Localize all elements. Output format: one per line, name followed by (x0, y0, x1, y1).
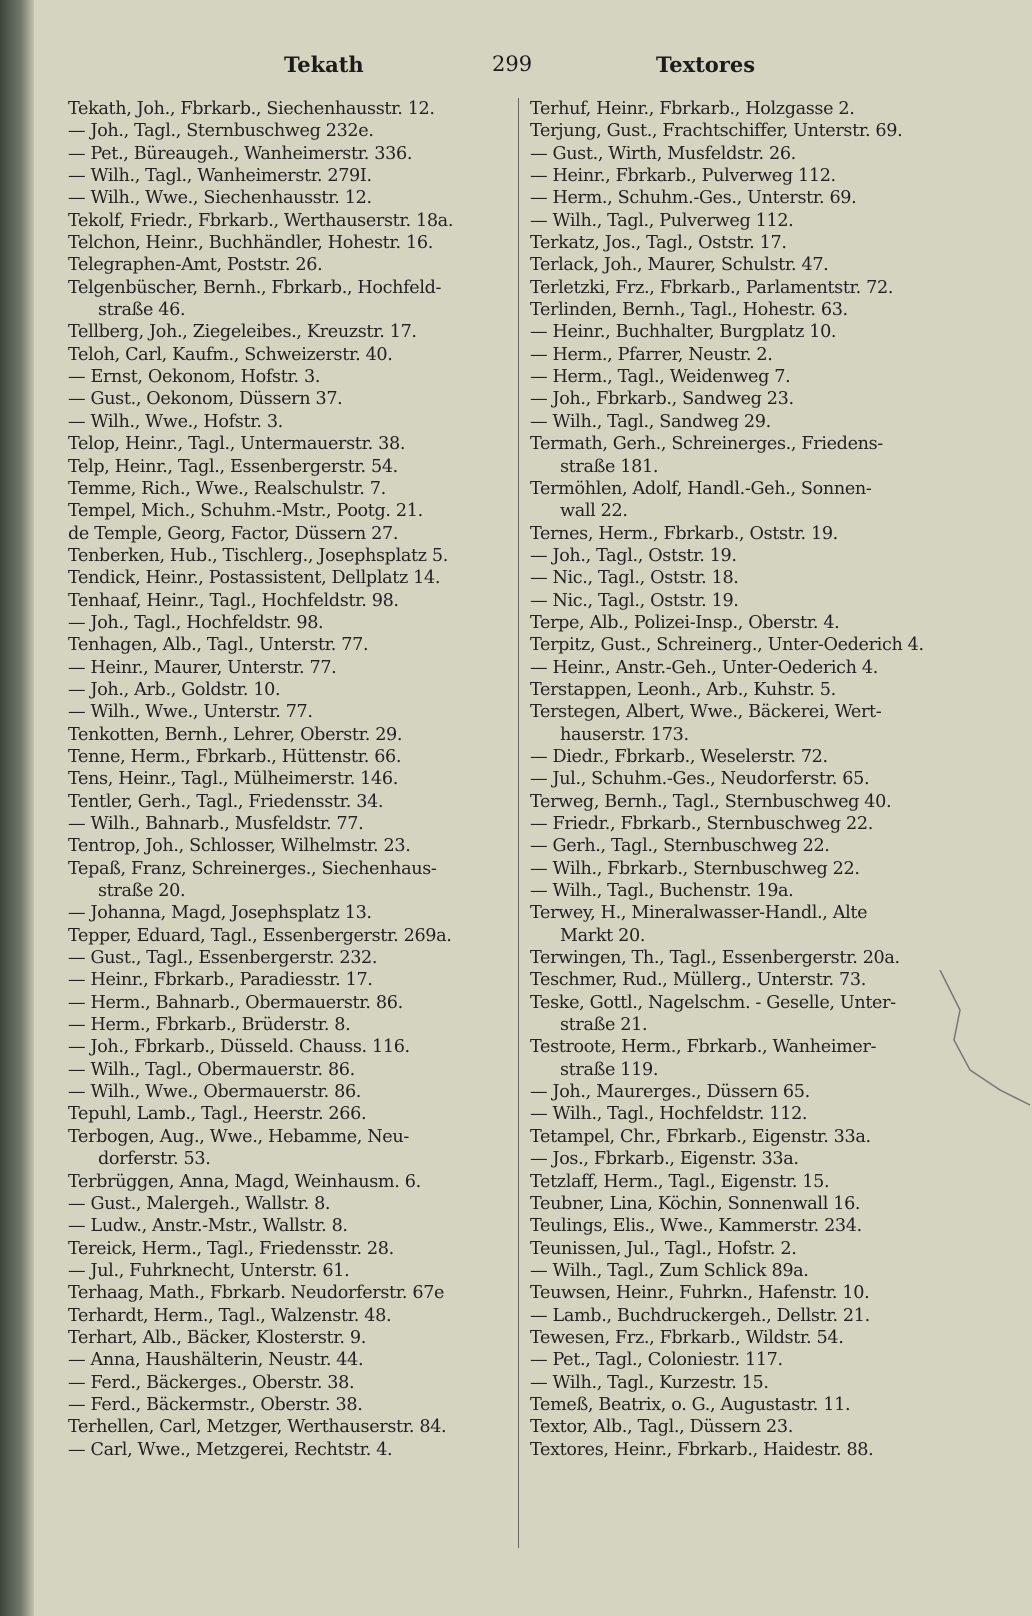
directory-entry-line: — Wilh., Tagl., Wanheimerstr. 279I. (68, 166, 372, 187)
header-left-keyword: Tekath (284, 52, 364, 77)
directory-entry-line: Teulings, Elis., Wwe., Kammerstr. 234. (530, 1216, 862, 1237)
directory-entry-line: Tenne, Herm., Fbrkarb., Hüttenstr. 66. (68, 746, 402, 767)
directory-entry-line: — Ludw., Anstr.-Mstr., Wallstr. 8. (68, 1216, 348, 1237)
directory-entry-line: Teuwsen, Heinr., Fuhrkn., Hafenstr. 10. (530, 1283, 870, 1304)
directory-entry-line: straße 119. (560, 1059, 659, 1080)
directory-entry-line: — Gust., Tagl., Essenbergerstr. 232. (68, 948, 378, 969)
directory-entry-line: — Lamb., Buchdruckergeh., Dellstr. 21. (530, 1305, 870, 1326)
directory-entry-line: Terhardt, Herm., Tagl., Walzenstr. 48. (68, 1305, 392, 1326)
directory-entry-line: — Gust., Wirth, Musfeldstr. 26. (530, 143, 796, 164)
directory-entry-line: — Gerh., Tagl., Sternbuschweg 22. (530, 836, 830, 857)
directory-entry-line: Terjung, Gust., Frachtschiffer, Unterstr. 69. (530, 121, 903, 142)
directory-entry-line: Testroote, Herm., Fbrkarb., Wanheimer- (530, 1037, 877, 1058)
directory-entry-line: Terstegen, Albert, Wwe., Bäckerei, Wert- (530, 702, 882, 723)
column-divider (518, 98, 519, 1548)
left-column (68, 98, 514, 1461)
directory-entry-line: — Wilh., Wwe., Unterstr. 77. (68, 702, 313, 723)
directory-entry-line: Terletzki, Frz., Fbrkarb., Parlamentstr. 72. (530, 277, 894, 298)
directory-entry-line: — Nic., Tagl., Oststr. 19. (530, 590, 739, 611)
directory-entry-line: — Gust., Malergeh., Wallstr. 8. (68, 1193, 331, 1214)
directory-entry-line: — Joh., Maurerges., Düssern 65. (530, 1082, 810, 1103)
directory-entry-line: — Herm., Bahnarb., Obermauerstr. 86. (68, 992, 403, 1013)
directory-entry-line: Terbrüggen, Anna, Magd, Weinhausm. 6. (68, 1171, 421, 1192)
page-number: 299 (492, 52, 533, 76)
directory-entry-line: Tenberken, Hub., Tischlerg., Josephsplatz 5. (68, 545, 448, 566)
directory-entry-line: — Herm., Fbrkarb., Brüderstr. 8. (68, 1015, 351, 1036)
directory-entry-line: Telegraphen-Amt, Poststr. 26. (68, 255, 323, 276)
directory-entry-line: — Nic., Tagl., Oststr. 18. (530, 568, 739, 589)
directory-entry-line: Tetampel, Chr., Fbrkarb., Eigenstr. 33a. (530, 1126, 871, 1147)
directory-entry-line: Tepaß, Franz, Schreinerges., Siechenhaus- (68, 858, 437, 879)
directory-entry-line: — Ferd., Bäckermstr., Oberstr. 38. (68, 1394, 363, 1415)
directory-entry-line: Terwey, H., Mineralwasser-Handl., Alte (530, 903, 868, 924)
directory-entry-line: — Pet., Büreaugeh., Wanheimerstr. 336. (68, 143, 413, 164)
directory-entry-line: Textores, Heinr., Fbrkarb., Haidestr. 88. (530, 1439, 874, 1460)
directory-entry-line: de Temple, Georg, Factor, Düssern 27. (68, 523, 399, 544)
directory-entry-line: Telchon, Heinr., Buchhändler, Hohestr. 16. (68, 233, 433, 254)
directory-entry-line: Tens, Heinr., Tagl., Mülheimerstr. 146. (68, 769, 398, 790)
directory-entry-line: Terpe, Alb., Polizei-Insp., Oberstr. 4. (530, 612, 840, 633)
directory-entry-line: — Jul., Fuhrknecht, Unterstr. 61. (68, 1260, 350, 1281)
directory-entry-line: — Wilh., Tagl., Pulverweg 112. (530, 210, 794, 231)
directory-entry-line: Telp, Heinr., Tagl., Essenbergerstr. 54. (68, 456, 398, 477)
book-spine-shadow (0, 0, 34, 1616)
directory-entry-line: Teloh, Carl, Kaufm., Schweizerstr. 40. (68, 344, 393, 365)
directory-entry-line: — Joh., Fbrkarb., Düsseld. Chauss. 116. (68, 1037, 410, 1058)
directory-entry-line: — Gust., Oekonom, Düssern 37. (68, 389, 343, 410)
directory-entry-line: Terweg, Bernh., Tagl., Sternbuschweg 40. (530, 791, 892, 812)
directory-entry-line: — Herm., Tagl., Weidenweg 7. (530, 367, 791, 388)
directory-entry-line: — Diedr., Fbrkarb., Weselerstr. 72. (530, 746, 828, 767)
directory-entry-line: Terkatz, Jos., Tagl., Oststr. 17. (530, 233, 787, 254)
directory-entry-line: — Joh., Fbrkarb., Sandweg 23. (530, 389, 794, 410)
directory-entry-line: Tewesen, Frz., Fbrkarb., Wildstr. 54. (530, 1327, 844, 1348)
directory-entry-line: — Wilh., Wwe., Obermauerstr. 86. (68, 1082, 362, 1103)
directory-entry-line: Tetzlaff, Herm., Tagl., Eigenstr. 15. (530, 1171, 830, 1192)
directory-entry-line: — Wilh., Tagl., Kurzestr. 15. (530, 1372, 769, 1393)
directory-entry-line: — Wilh., Wwe., Siechenhausstr. 12. (68, 188, 372, 209)
directory-entry-line: Termath, Gerh., Schreinerges., Friedens- (530, 434, 883, 455)
directory-entry-line: Tentler, Gerh., Tagl., Friedensstr. 34. (68, 791, 384, 812)
directory-entry-line: — Herm., Pfarrer, Neustr. 2. (530, 344, 773, 365)
directory-entry-line: hauserstr. 173. (560, 724, 689, 745)
directory-entry-line: Terhellen, Carl, Metzger, Werthauserstr. 84. (68, 1417, 447, 1438)
directory-entry-line: — Joh., Tagl., Oststr. 19. (530, 545, 737, 566)
directory-entry-line: Termöhlen, Adolf, Handl.-Geh., Sonnen- (530, 478, 872, 499)
directory-entry-line: — Jos., Fbrkarb., Eigenstr. 33a. (530, 1149, 799, 1170)
directory-entry-line: — Carl, Wwe., Metzgerei, Rechtstr. 4. (68, 1439, 393, 1460)
header-right-keyword: Textores (656, 52, 756, 77)
directory-entry-line: Tekath, Joh., Fbrkarb., Siechenhausstr. 12. (68, 99, 435, 119)
directory-entry-line: straße 21. (560, 1015, 648, 1036)
directory-entry-line: — Wilh., Fbrkarb., Sternbuschweg 22. (530, 858, 860, 879)
directory-entry-line: — Wilh., Tagl., Obermauerstr. 86. (68, 1059, 355, 1080)
directory-entry-line: Textor, Alb., Tagl., Düssern 23. (530, 1417, 793, 1438)
directory-entry-line: — Joh., Arb., Goldstr. 10. (68, 679, 281, 700)
directory-entry-line: Teschmer, Rud., Müllerg., Unterstr. 73. (530, 970, 866, 991)
directory-entry-line: straße 46. (98, 300, 186, 321)
directory-entry-line: — Joh., Tagl., Sternbuschweg 232e. (68, 121, 374, 142)
directory-entry-line: — Heinr., Fbrkarb., Pulverweg 112. (530, 166, 836, 187)
directory-entry-line: Teubner, Lina, Köchin, Sonnenwall 16. (530, 1193, 861, 1214)
directory-entry-line: Tenkotten, Bernh., Lehrer, Oberstr. 29. (68, 724, 403, 745)
directory-entry-line: — Heinr., Fbrkarb., Paradiesstr. 17. (68, 970, 373, 991)
directory-entry-line: Terhart, Alb., Bäcker, Klosterstr. 9. (68, 1327, 366, 1348)
directory-entry-line: Terpitz, Gust., Schreinerg., Unter-Oederich 4. (530, 635, 924, 656)
directory-entry-line: Terwingen, Th., Tagl., Essenbergerstr. 20a. (530, 948, 900, 969)
directory-entry-line: Markt 20. (560, 925, 646, 946)
directory-entry-line: — Herm., Schuhm.-Ges., Unterstr. 69. (530, 188, 857, 209)
directory-entry-line: Terbogen, Aug., Wwe., Hebamme, Neu- (68, 1126, 409, 1147)
directory-entry-line: wall 22. (560, 501, 628, 522)
directory-entry-line: — Anna, Haushälterin, Neustr. 44. (68, 1350, 364, 1371)
directory-entry-line: Tempel, Mich., Schuhm.-Mstr., Pootg. 21. (68, 501, 423, 522)
directory-entry-line: Tekolf, Friedr., Fbrkarb., Werthauserstr. 18a. (68, 210, 454, 231)
directory-entry-line: Terhuf, Heinr., Fbrkarb., Holzgasse 2. (530, 99, 855, 119)
directory-entry-line: Tenhagen, Alb., Tagl., Unterstr. 77. (68, 635, 369, 656)
page-header (60, 44, 1010, 84)
directory-entry-line: — Wilh., Tagl., Buchenstr. 19a. (530, 881, 794, 902)
directory-entry-line: Teunissen, Jul., Tagl., Hofstr. 2. (530, 1238, 797, 1259)
directory-entry-line: — Wilh., Wwe., Hofstr. 3. (68, 411, 283, 432)
directory-entry-line: straße 20. (98, 881, 186, 902)
directory-entry-line: Terhaag, Math., Fbrkarb. Neudorferstr. 67e (68, 1283, 445, 1304)
directory-entry-line: Tereick, Herm., Tagl., Friedensstr. 28. (68, 1238, 394, 1259)
directory-entry-line: — Jul., Schuhm.-Ges., Neudorferstr. 65. (530, 769, 870, 790)
directory-entry-line: — Joh., Tagl., Hochfeldstr. 98. (68, 612, 324, 633)
directory-entry-line: — Johanna, Magd, Josephsplatz 13. (68, 903, 372, 924)
directory-entry-line: Tenhaaf, Heinr., Tagl., Hochfeldstr. 98. (68, 590, 399, 611)
directory-entry-line: Tentrop, Joh., Schlosser, Wilhelmstr. 23. (68, 836, 411, 857)
directory-entry-line: — Wilh., Tagl., Zum Schlick 89a. (530, 1260, 809, 1281)
directory-entry-line: — Wilh., Tagl., Sandweg 29. (530, 411, 771, 432)
directory-entry-line: Terlinden, Bernh., Tagl., Hohestr. 63. (530, 300, 848, 321)
directory-entry-line: Telop, Heinr., Tagl., Untermauerstr. 38. (68, 434, 406, 455)
directory-entry-line: Terstappen, Leonh., Arb., Kuhstr. 5. (530, 679, 836, 700)
directory-entry-line: Ternes, Herm., Fbrkarb., Oststr. 19. (530, 523, 838, 544)
directory-entry-line: Tendick, Heinr., Postassistent, Dellplatz 14. (68, 568, 441, 589)
directory-entry-line: — Heinr., Buchhalter, Burgplatz 10. (530, 322, 837, 343)
directory-entry-line: Tepuhl, Lamb., Tagl., Heerstr. 266. (68, 1104, 367, 1125)
directory-entry-line: straße 181. (560, 456, 659, 477)
directory-entry-line: Terlack, Joh., Maurer, Schulstr. 47. (530, 255, 829, 276)
directory-entry-line: — Pet., Tagl., Coloniestr. 117. (530, 1350, 783, 1371)
directory-entry-line: — Heinr., Maurer, Unterstr. 77. (68, 657, 337, 678)
directory-entry-line: — Ernst, Oekonom, Hofstr. 3. (68, 367, 321, 388)
directory-entry-line: Temme, Rich., Wwe., Realschulstr. 7. (68, 478, 386, 499)
directory-entry-line: Tellberg, Joh., Ziegeleibes., Kreuzstr. 17. (68, 322, 417, 343)
directory-entry-line: Tepper, Eduard, Tagl., Essenbergerstr. 269a. (68, 925, 452, 946)
directory-entry-line: Telgenbüscher, Bernh., Fbrkarb., Hochfeld- (68, 277, 442, 298)
directory-entry-line: — Wilh., Tagl., Hochfeldstr. 112. (530, 1104, 808, 1125)
directory-entry-line: — Ferd., Bäckerges., Oberstr. 38. (68, 1372, 355, 1393)
directory-entry-line: — Wilh., Bahnarb., Musfeldstr. 77. (68, 814, 364, 834)
directory-entry-line: Temeß, Beatrix, o. G., Augustastr. 11. (530, 1394, 851, 1415)
directory-entry-line: — Friedr., Fbrkarb., Sternbuschweg 22. (530, 814, 873, 834)
directory-entry-line: — Heinr., Anstr.-Geh., Unter-Oederich 4. (530, 657, 878, 678)
right-column (530, 98, 980, 1461)
directory-entry-line: dorferstr. 53. (98, 1149, 211, 1170)
directory-entry-line: Teske, Gottl., Nagelschm. - Geselle, Unter- (530, 992, 896, 1013)
